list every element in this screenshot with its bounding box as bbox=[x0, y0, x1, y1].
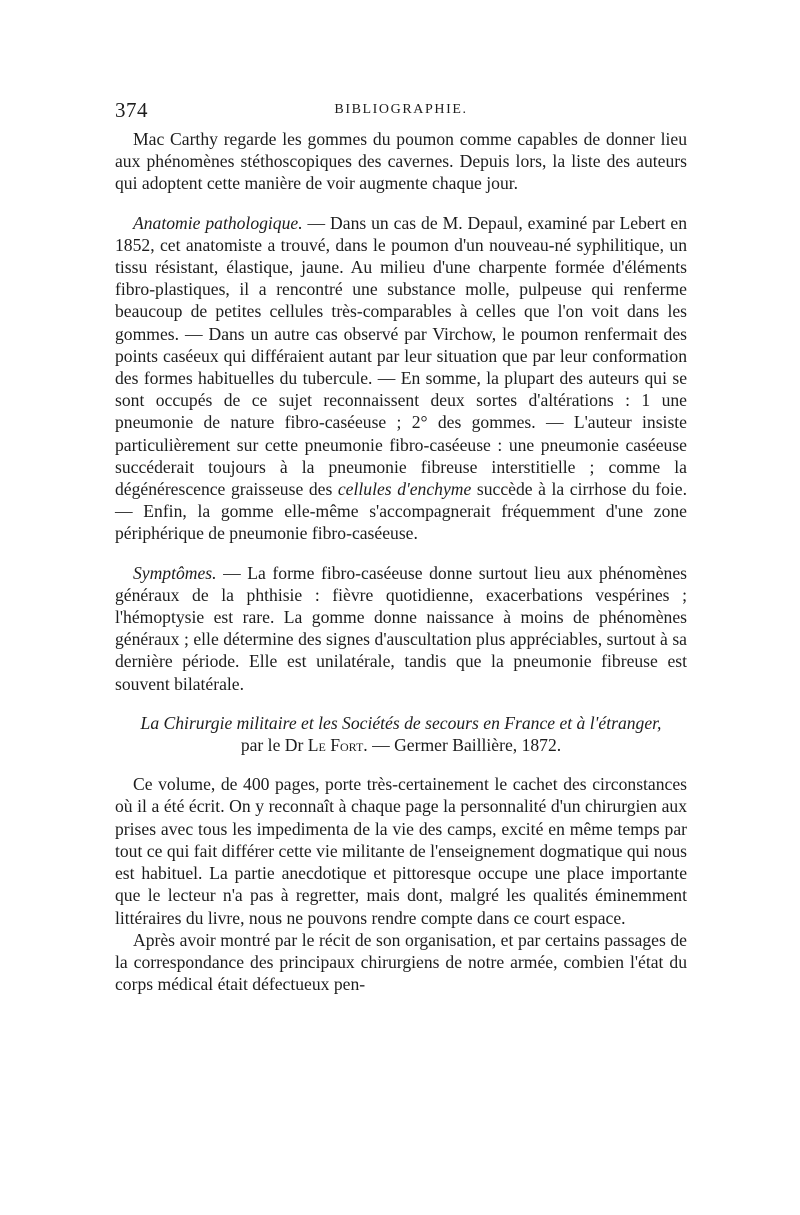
section-lead-anatomie: Anatomie pathologique. bbox=[133, 212, 303, 233]
book-byline bbox=[115, 734, 687, 756]
page-number: 374 bbox=[115, 98, 148, 122]
paragraph-anatomie-text-2: succède à la cirrhose du foie. — Enfin, la gomme elle-même s'accompagnerait fréquemment d'une zone périphérique de pneumonie fibro-caséeuse. bbox=[115, 479, 687, 544]
book-publisher: . — Germer Baillière, 1872. bbox=[363, 735, 562, 756]
paragraph-symptomes-text: — La forme fibro-caséeuse donne surtout lieu aux phénomènes généraux de la phthisie : fièvre quotidienne, exacerbations vespérines ; l'hémoptysie est rare. La gomme donne naissance à moins de phénomènes généraux ; elle détermine des signes d'auscultation plus appréciables, surtout à sa dernière période. Elle est unilatérale, tandis que la pneumonie fibreuse est souvent bilatérale. bbox=[115, 562, 687, 694]
section-lead-symptomes: Symptômes. bbox=[133, 562, 217, 583]
book-author-prefix: Dr bbox=[284, 735, 308, 756]
running-head: BIBLIOGRAPHIE. bbox=[334, 102, 468, 117]
book-by: par le bbox=[240, 735, 285, 756]
paragraph-anatomie-pathologique bbox=[115, 212, 687, 545]
paragraph-anatomie-text-1: — Dans un cas de M. Depaul, examiné par Lebert en 1852, cet anatomiste a trouvé, dans le poumon d'un nouveau-né syphilitique, un tissu résistant, élastique, jaune. Au milieu d'une charpente formée d'éléments fibro-plastiques, il a rencontré une substance molle, pulpeuse qui renferme beaucoup de petites cellules très-comparables à celles que l'on voit dans les gommes. — Dans un autre cas observé par Virchow, le poumon renfermait des points caséeux qui différaient autant par leur situation que par leur conformation des formes habituelles du tubercule. — En somme, la plupart des auteurs qui se sont occupés de ce sujet reconnaissent deux sortes d'altérations : 1 une pneumonie de nature fibro-caséeuse ; 2° des gommes. — L'auteur insiste particulièrement sur cette pneumonie fibro-caséeuse : une pneumonie caséeuse succéderait toujours à la pneumonie fibreuse interstitielle ; comme la dégénérescence graisseuse des bbox=[115, 212, 687, 500]
page-header bbox=[115, 98, 687, 128]
book-page bbox=[115, 98, 687, 995]
paragraph-review-continuation: Après avoir montré par le récit de son organisation, et par certains passages de la correspondance des principaux chirurgiens de notre armée, combien l'état du corps médical était défectueux pen- bbox=[115, 929, 687, 995]
book-author: Le Fort bbox=[307, 735, 364, 756]
paragraph-symptomes bbox=[115, 562, 687, 695]
paragraph-review-intro: Ce volume, de 400 pages, porte très-certainement le cachet des circonstances où il a été écrit. On y reconnaît à chaque page la personnalité d'un chirurgien aux prises avec tous les impedimenta de la vie des camps, excité en même temps par tout ce qui fait différer cette vie militante de l'enseignement dogmatique qui nous est habituel. La partie anecdotique et pittoresque occupe une place importante que le lecteur n'a pas à regretter, mais dont, malgré les qualités éminemment littéraires du livre, nous ne pouvons rendre compte dans ce court espace. bbox=[115, 774, 687, 928]
book-reference bbox=[115, 712, 687, 756]
book-title: La Chirurgie militaire et les Sociétés de secours en France et à l'étranger, bbox=[140, 712, 662, 733]
paragraph-mac-carthy: Mac Carthy regarde les gommes du poumon comme capables de donner lieu aux phénomènes stéthoscopiques des cavernes. Depuis lors, la liste des auteurs qui adoptent cette manière de voir augmente chaque jour. bbox=[115, 129, 687, 194]
italic-term-cellules: cellules d'enchyme bbox=[337, 479, 472, 500]
